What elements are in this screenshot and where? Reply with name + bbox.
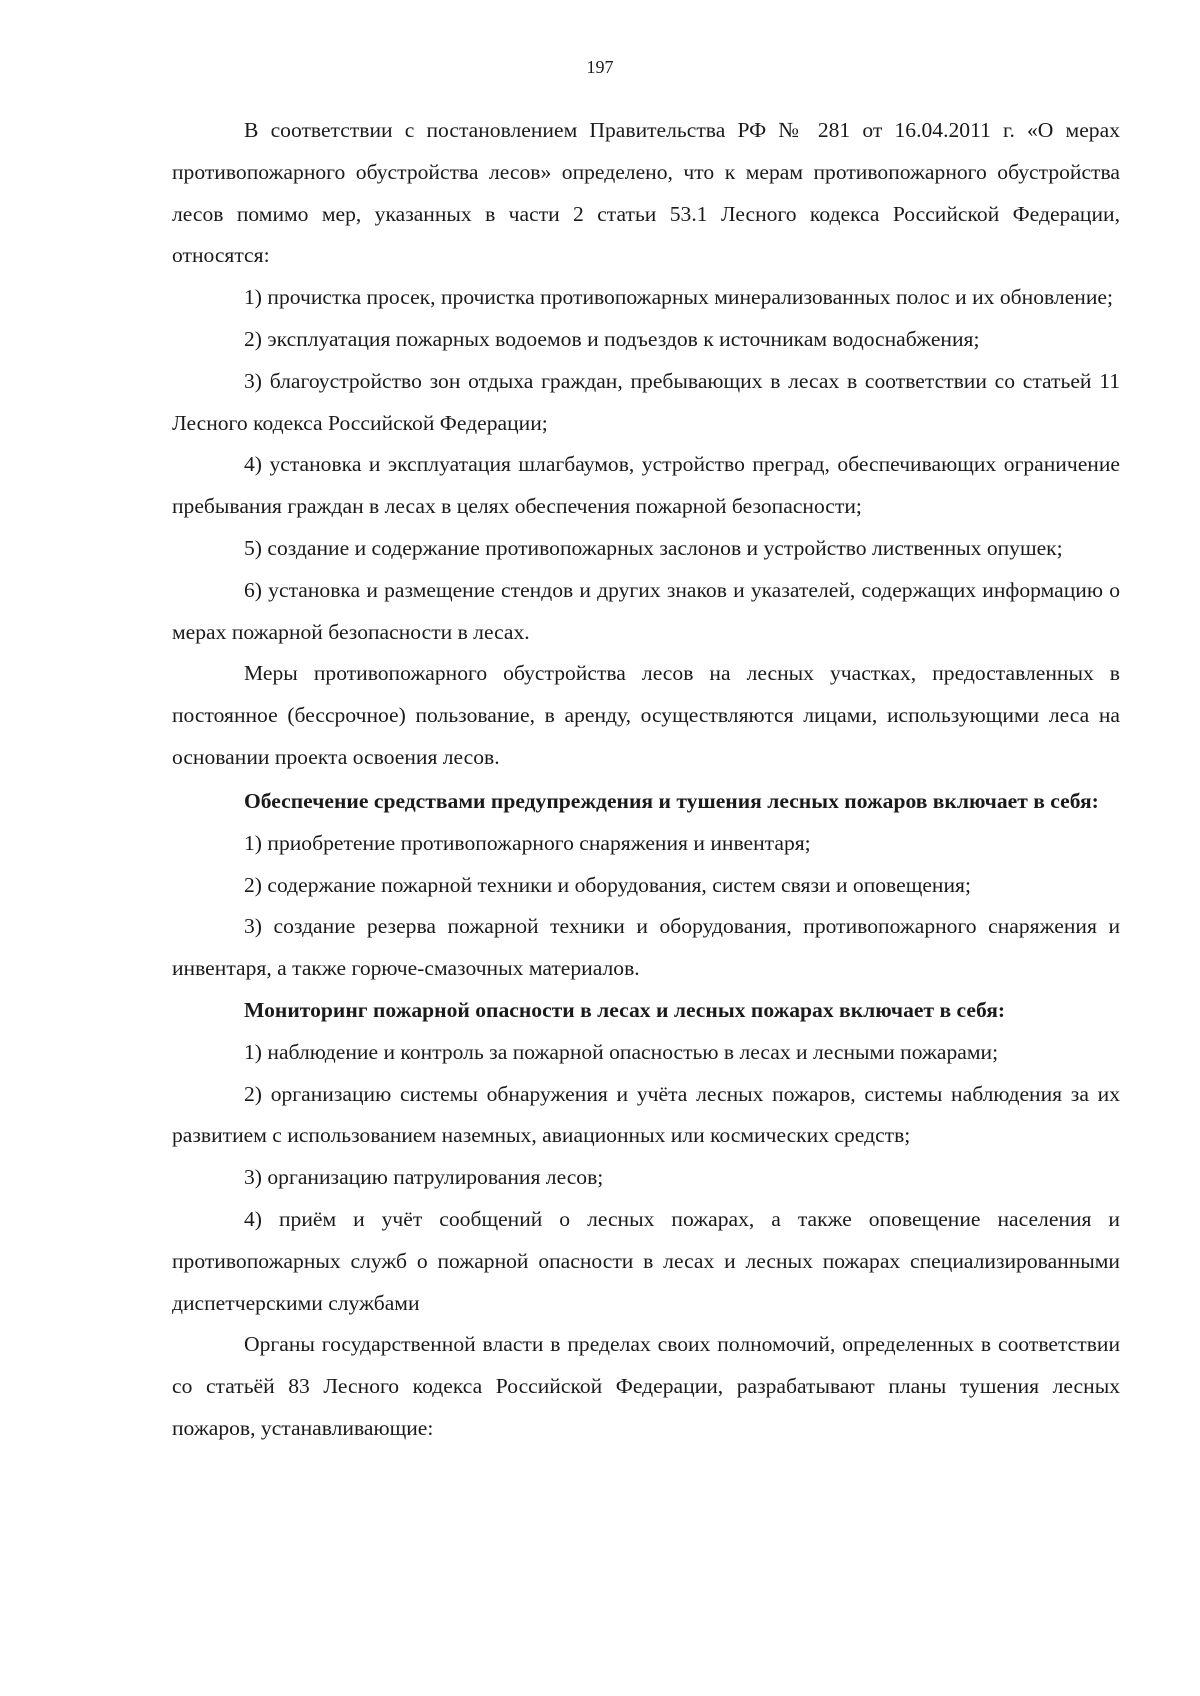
list-item-provision-3: 3) создание резерва пожарной техники и оборудования, противопожарного снаряжения и инвентаря, а также горюче-смазочных материалов. bbox=[172, 914, 1120, 981]
document-body bbox=[172, 110, 1120, 1450]
list-item-measure-6: 6) установка и размещение стендов и других знаков и указателей, содержащих информацию о мерах пожарной безопасности в лесах. bbox=[172, 577, 1120, 644]
paragraph-measures-responsibility: Меры противопожарного обустройства лесов на лесных участках, предоставленных в постоянное (бессрочное) пользование, в аренду, осуществляются лицами, использующими леса на основании проекта освоения лесов. bbox=[172, 661, 1120, 769]
paragraph-authorities: Органы государственной власти в пределах своих полномочий, определенных в соответствии со статьёй 83 Лесного кодекса Российской Федерации, разрабатывают планы тушения лесных пожаров, устанавливающие: bbox=[172, 1332, 1120, 1440]
list-item-measure-1: 1) прочистка просек, прочистка противопожарных минерализованных полос и их обновление; bbox=[244, 285, 1113, 310]
list-item-measure-3: 3) благоустройство зон отдыха граждан, пребывающих в лесах в соответствии со статьей 11 Лесного кодекса Российской Федерации; bbox=[172, 368, 1120, 435]
list-item-monitoring-4: 4) приём и учёт сообщений о лесных пожарах, а также оповещение населения и противопожарных служб о пожарной опасности в лесах и лесных пожарах специализированными диспетчерскими службами bbox=[172, 1206, 1120, 1315]
list-item-measure-5: 5) создание и содержание противопожарных заслонов и устройство лиственных опушек; bbox=[244, 535, 1063, 560]
list-item-monitoring-3: 3) организацию патрулирования лесов; bbox=[244, 1165, 604, 1190]
list-item-provision-1: 1) приобретение противопожарного снаряжения и инвентаря; bbox=[244, 830, 811, 855]
list-item-provision-2: 2) содержание пожарной техники и оборудования, систем связи и оповещения; bbox=[244, 872, 971, 897]
section-heading-monitoring: Мониторинг пожарной опасности в лесах и лесных пожарах включает в себя: bbox=[244, 997, 1006, 1022]
list-item-measure-2: 2) эксплуатация пожарных водоемов и подъездов к источникам водоснабжения; bbox=[244, 326, 980, 351]
page-number: 197 bbox=[586, 57, 614, 77]
paragraph-intro: В соответствии с постановлением Правительства РФ № 281 от 16.04.2011 г. «О мерах противопожарного обустройства лесов» определено, что к мерам противопожарного обустройства лесов помимо мер, указанных в части 2 статьи 53.1 Лесного кодекса Российской Федерации, относятся: bbox=[172, 118, 1120, 268]
section-heading-provision: Обеспечение средствами предупреждения и тушения лесных пожаров включает в себя: bbox=[244, 788, 1099, 813]
list-item-monitoring-2: 2) организацию системы обнаружения и учёта лесных пожаров, системы наблюдения за их развитием с использованием наземных, авиационных или космических средств; bbox=[172, 1081, 1120, 1148]
list-item-monitoring-1: 1) наблюдение и контроль за пожарной опасностью в лесах и лесными пожарами; bbox=[244, 1039, 999, 1064]
list-item-measure-4: 4) установка и эксплуатация шлагбаумов, устройство преград, обеспечивающих ограничение пребывания граждан в лесах в целях обеспечения пожарной безопасности; bbox=[172, 452, 1120, 519]
